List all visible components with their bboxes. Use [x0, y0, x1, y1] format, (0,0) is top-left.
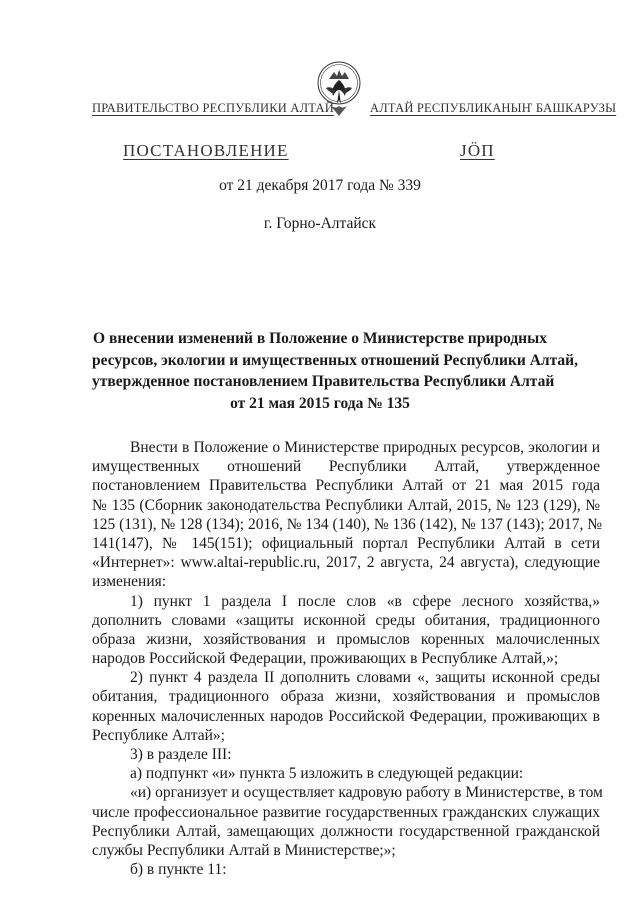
- org-name-alt: АЛТАЙ РЕСПУБЛИКАНЫҤ БАШКАРУЗЫ: [370, 101, 617, 115]
- body-line: Внести в Положение о Министерстве природных ресурсов, экологии и: [130, 439, 600, 456]
- doc-title: [92, 328, 578, 414]
- body-line: 1) пункт 1 раздела I после слов «в сфере лесного хозяйства,»: [130, 592, 600, 610]
- body-line: 125 (131), № 128 (134); 2016, № 134 (140), № 136 (142), № 137 (143); 2017, №: [92, 515, 603, 533]
- title-line: О внесении изменений в Положение о Министерстве природных: [93, 330, 547, 347]
- body-line: «и) организует и осуществляет кадровую работу в Министерстве, в том: [130, 784, 603, 802]
- body-line: коренных малочисленных народов Российской Федерации, проживающих в: [92, 707, 600, 725]
- body-line: № 135 (Сборник законодательства Республики Алтай, 2015, № 123 (129), №: [92, 496, 600, 514]
- body-line: имущественных отношений Республики Алтай, утвержденное: [92, 458, 600, 476]
- body-line: 3) в разделе III:: [130, 746, 232, 763]
- doc-type-ru: ПОСТАНОВЛЕНИЕ: [123, 141, 289, 160]
- doc-date-number: от 21 декабря 2017 года № 339: [219, 177, 421, 194]
- doc-body: [92, 438, 603, 879]
- doc-city: г. Горно-Алтайск: [263, 215, 377, 232]
- body-line: народов Российской Федерации, проживающих в Республике Алтай,»;: [92, 650, 559, 668]
- body-line: а) подпункт «и» пункта 5 изложить в следующей редакции:: [130, 765, 524, 783]
- body-line: Республике Алтай»;: [92, 726, 225, 744]
- body-line: «Интернет»: www.altai-republic.ru, 2017, 2 августа, 24 августа), следующие: [92, 554, 600, 572]
- title-line: ресурсов, экологии и имущественных отношений Республики Алтай,: [92, 351, 578, 369]
- body-line: Республики Алтай, замещающих должности государственной гражданской: [92, 822, 600, 840]
- body-line: образа жизни, хозяйствования и промыслов коренных малочисленных: [92, 630, 600, 648]
- body-line: числе профессиональное развитие государственных гражданских служащих: [92, 803, 600, 821]
- doc-type-alt: JÖП: [460, 141, 495, 160]
- title-line: утвержденное постановлением Правительства Республики Алтай: [92, 373, 555, 390]
- body-line: службы Республики Алтай в Министерстве;»;: [92, 841, 396, 859]
- body-line: 2) пункт 4 раздела II дополнить словами «, защиты исконной среды: [130, 669, 600, 687]
- body-line: постановлением Правительства Республики Алтай от 21 мая 2015 года: [92, 477, 600, 495]
- body-line: 141(147), № 145(151); официальный портал Республики Алтай в сети: [92, 534, 600, 552]
- body-line: дополнить словами «защиты исконной среды обитания, традиционного: [92, 611, 600, 629]
- body-line: обитания, традиционного образа жизни, хозяйствования и промыслов: [92, 688, 600, 706]
- title-line: от 21 мая 2015 года № 135: [230, 394, 410, 412]
- body-line: изменения:: [92, 573, 167, 591]
- org-name-ru: ПРАВИТЕЛЬСТВО РЕСПУБЛИКИ АЛТАЙ: [92, 101, 334, 115]
- body-line: б) в пункте 11:: [130, 861, 227, 879]
